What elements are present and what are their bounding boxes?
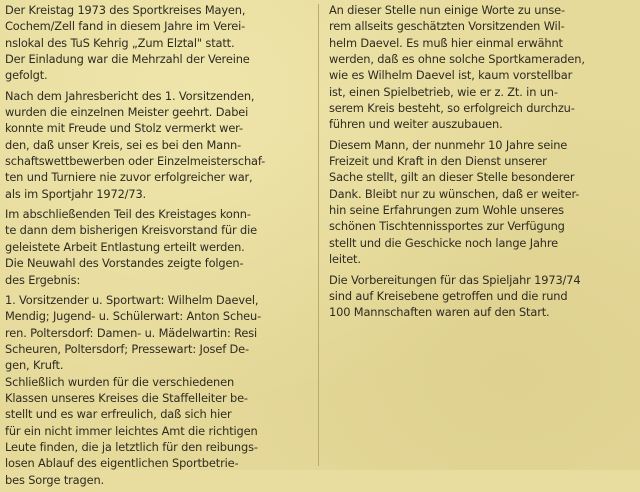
text-line: schaftswettbewerben oder Einzelmeisterschaf-	[5, 154, 266, 169]
paragraph-spieljahr	[329, 272, 632, 321]
text-line: Scheuren, Poltersdorf; Pressewart: Josef De-	[5, 341, 249, 356]
text-line: sind auf Kreisebene getroffen und die rund	[329, 288, 568, 303]
text-line: ist, einen Spielbetrieb, wie er z. Zt. in un-	[329, 84, 558, 99]
text-line: leitet.	[329, 252, 361, 267]
text-line: Dank. Bleibt nur zu wünschen, daß er weiter-	[329, 186, 580, 201]
text-line: Leute finden, die ja letztlich für den reibungs-	[5, 439, 258, 454]
text-line: losen Ablauf des eigentlichen Sportbetrie-	[5, 456, 239, 471]
text-line: den, daß unser Kreis, sei es bei den Mann-	[5, 137, 242, 152]
text-line: Der Kreistag 1973 des Sportkreises Mayen,	[5, 3, 246, 17]
paragraph-vorstand-staffelleiter	[5, 292, 311, 488]
text-line: wurden die einzelnen Meister geehrt. Dabei	[5, 105, 249, 120]
text-line: helm Daevel. Es muß hier einmal erwähnt	[329, 35, 563, 50]
text-line: geleistete Arbeit Entlastung erteilt werden.	[5, 239, 245, 254]
text-line: ren. Poltersdorf: Damen- u. Mädelwartin: Resi	[5, 325, 258, 340]
text-line: Mendig; Jugend- u. Schülerwart: Anton Scheu-	[5, 309, 262, 324]
text-line: für ein nicht immer leichtes Amt die richtigen	[5, 423, 258, 438]
text-line: nslokal des TuS Kehrig „Zum Elztal" statt.	[5, 35, 235, 50]
paragraph-jahresbericht	[5, 88, 311, 202]
text-line: konnte mit Freude und Stolz vermerkt wer-	[5, 121, 243, 136]
text-line: serem Kreis besteht, so erfolgreich durchzu-	[329, 101, 575, 116]
text-line: gen, Kruft.	[5, 358, 64, 373]
text-line: 1. Vorsitzender u. Sportwart: Wilhelm Daevel,	[5, 292, 259, 307]
text-line: rem allseits geschätzten Vorsitzenden Wil-	[329, 19, 565, 34]
text-line: 100 Mannschaften waren auf den Start.	[329, 305, 550, 320]
text-line: Cochem/Zell fand in diesem Jahre im Verei-	[5, 19, 246, 34]
text-line: Im abschließenden Teil des Kreistages konn-	[5, 207, 251, 222]
text-line: stellt und es war erfreulich, daß sich hier	[5, 407, 232, 422]
paragraph-kreistag-intro	[5, 2, 311, 84]
text-line: schönen Tischtennissportes zur Verfügung	[329, 219, 565, 234]
article-column-left	[5, 2, 311, 492]
text-line: te dann dem bisherigen Kreisvorstand für die	[5, 223, 257, 238]
paragraph-daevel-tribute	[329, 2, 632, 133]
text-line: Nach dem Jahresbericht des 1. Vorsitzenden,	[5, 88, 255, 103]
text-line: werden, daß es ohne solche Sportkameraden,	[329, 52, 585, 67]
text-line: Der Einladung war die Mehrzahl der Vereine	[5, 52, 250, 67]
text-line: Sache stellt, gilt an dieser Stelle besonderer	[329, 170, 575, 185]
text-line: ten und Turniere nie zuvor erfolgreicher war,	[5, 170, 253, 185]
paragraph-dank	[329, 137, 632, 268]
paragraph-neuwahl	[5, 206, 311, 288]
text-line: bes Sorge tragen.	[5, 472, 104, 487]
article-column-right	[329, 2, 632, 325]
text-line: stellt und die Geschicke noch lange Jahre	[329, 235, 558, 250]
text-line: als im Sportjahr 1972/73.	[5, 186, 147, 201]
text-line: Freizeit und Kraft in den Dienst unserer	[329, 154, 547, 169]
text-line: führen und weiter auszubauen.	[329, 117, 503, 132]
text-line: Klassen unseres Kreises die Staffelleiter be-	[5, 390, 248, 405]
text-line: Die Vorbereitungen für das Spieljahr 1973/74	[329, 272, 581, 287]
text-line: Schließlich wurden für die verschiedenen	[5, 374, 235, 389]
text-line: wie es Wilhelm Daevel ist, kaum vorstellbar	[329, 68, 573, 83]
text-line: Die Neuwahl des Vorstandes zeigte folgen-	[5, 256, 244, 271]
text-line: An dieser Stelle nun einige Worte zu unse-	[329, 3, 565, 17]
text-line: gefolgt.	[5, 68, 48, 83]
column-divider	[318, 4, 319, 466]
text-line: des Ergebnis:	[5, 272, 81, 287]
text-line: Diesem Mann, der nunmehr 10 Jahre seine	[329, 137, 568, 152]
text-line: hin seine Erfahrungen zum Wohle unseres	[329, 203, 564, 218]
